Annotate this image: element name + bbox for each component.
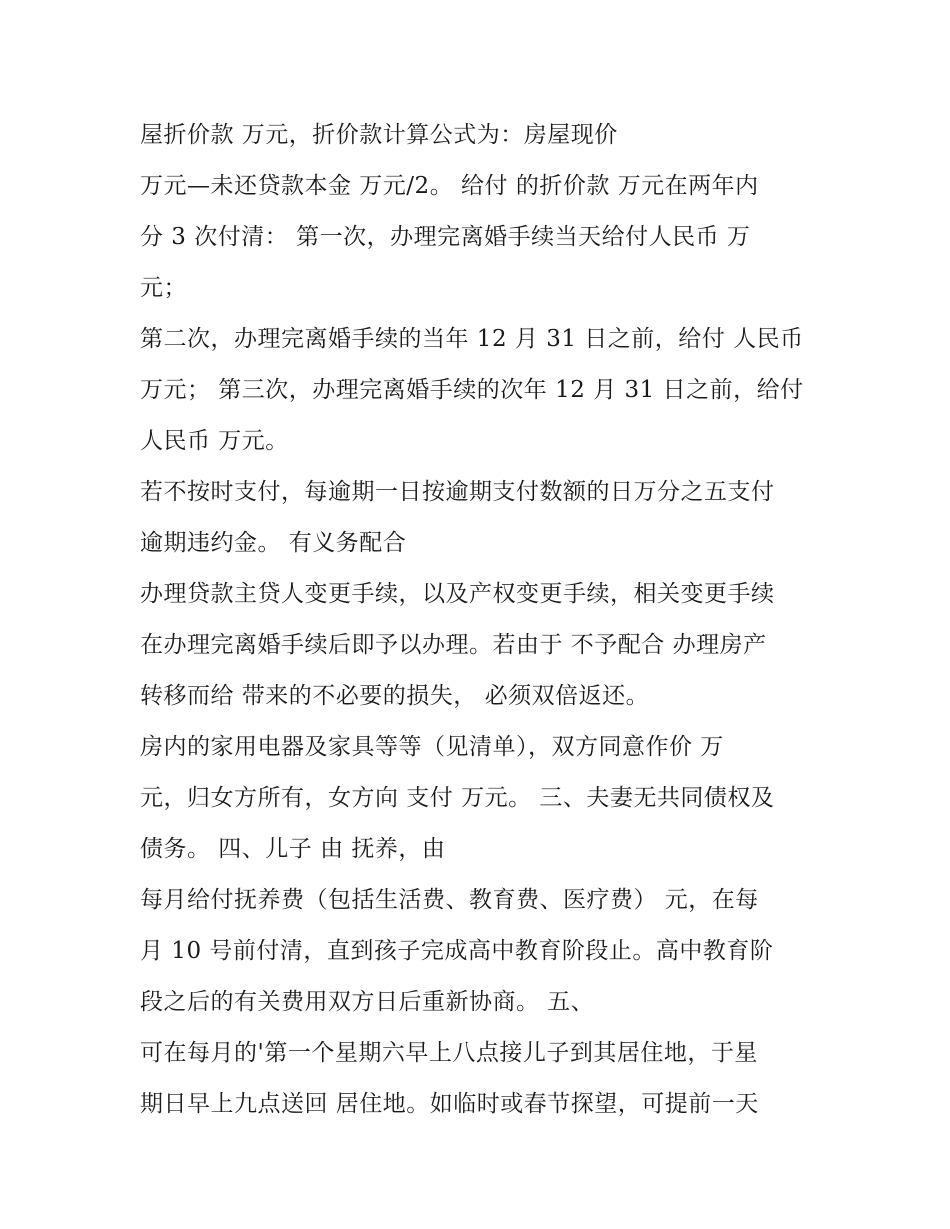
text-line: 房内的家用电器及家具等等（见清单），双方同意作价 万 [140,734,724,760]
text-line: 每月给付抚养费（包括生活费、教育费、医疗费） 元，在每 [140,887,759,913]
text-line: 人民币 万元。 [140,428,289,454]
text-line: 屋折价款 万元，折价款计算公式为：房屋现价 [140,122,618,148]
text-line: 分 3 次付清： 第一次，办理完离婚手续当天给付人民币 万 [140,224,751,250]
text-line: 第二次，办理完离婚手续的当年 12 月 31 日之前，给付 人民币 [140,326,804,352]
text-line: 段之后的有关费用双方日后重新协商。 五、 [140,989,595,1015]
text-line: 债务。 四、儿子 由 抚养，由 [140,836,446,862]
text-line: 万元； 第三次，办理完离婚手续的次年 12 月 31 日之前，给付 [140,377,804,403]
text-line: 办理贷款主贷人变更手续，以及产权变更手续，相关变更手续 [140,581,775,607]
text-line: 万元—未还贷款本金 万元/2。 给付 的折价款 万元在两年内 [140,173,759,199]
text-line: 元； [140,275,187,301]
text-line: 月 10 号前付清，直到孩子完成高中教育阶段止。高中教育阶 [140,938,774,964]
document-body [140,110,820,1130]
text-line: 元，归女方所有，女方向 支付 万元。 三、夫妻无共同债权及 [140,785,775,811]
text-line: 可在每月的'第一个星期六早上八点接儿子到其居住地，于星 [140,1040,758,1066]
text-line: 转移而给 带来的不必要的损失， 必须双倍返还。 [140,683,650,709]
text-line: 期日早上九点送回 居住地。如临时或春节探望，可提前一天 [140,1091,759,1117]
text-line: 在办理完离婚手续后即予以办理。若由于 不予配合 办理房产 [140,632,767,658]
text-line: 若不按时支付，每逾期一日按逾期支付数额的日万分之五支付 [140,479,775,505]
text-line: 逾期违约金。 有义务配合 [140,530,407,556]
